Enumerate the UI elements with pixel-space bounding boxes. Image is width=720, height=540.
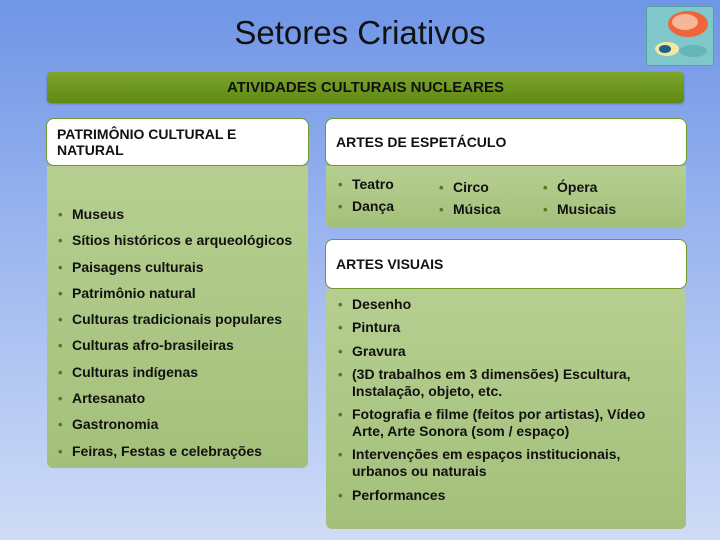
heritage-header — [46, 118, 309, 166]
list-item: • Dança — [336, 198, 394, 215]
list-item: • Circo — [437, 179, 500, 196]
visual-arts-list — [336, 296, 672, 504]
list-item: • Desenho — [336, 296, 672, 313]
performing-col-3 — [541, 179, 616, 223]
list-item: • Musicais — [541, 201, 616, 218]
heritage-list — [56, 206, 308, 460]
visual-arts-panel — [326, 289, 686, 529]
list-item: • Patrimônio natural — [56, 285, 308, 302]
list-item: • Artesanato — [56, 390, 308, 407]
list-item: • (3D trabalhos em 3 dimensões) Escultura, Instalação, objeto, etc. — [336, 366, 672, 400]
list-item: • Sítios históricos e arqueológicos — [56, 232, 308, 249]
list-item: • Ópera — [541, 179, 616, 196]
page-title: Setores Criativos — [234, 14, 486, 51]
performing-col-2 — [437, 179, 500, 223]
performing-col-1 — [336, 176, 394, 220]
list-item: • Culturas afro-brasileiras — [56, 337, 308, 354]
list-item: • Performances — [336, 487, 672, 504]
list-item: • Fotografia e filme (feitos por artistas), Vídeo Arte, Arte Sonora (som / espaço) — [336, 406, 672, 440]
performing-arts-panel — [326, 166, 686, 228]
list-item: • Música — [437, 201, 500, 218]
core-cultural-activities-banner: ATIVIDADES CULTURAIS NUCLEARES — [47, 72, 684, 103]
list-item: • Culturas tradicionais populares — [56, 311, 308, 328]
list-item: • Gastronomia — [56, 416, 308, 433]
creative-sectors-logo-icon — [646, 6, 714, 66]
list-item: • Feiras, Festas e celebrações — [56, 443, 308, 460]
list-item: • Culturas indígenas — [56, 364, 308, 381]
performing-arts-header-label: ARTES DE ESPETÁCULO — [336, 134, 507, 150]
list-item: • Museus — [56, 206, 308, 223]
list-item: • Paisagens culturais — [56, 259, 308, 276]
heritage-panel — [47, 166, 308, 468]
list-item: • Pintura — [336, 319, 672, 336]
visual-arts-header — [325, 239, 687, 289]
performing-arts-header — [325, 118, 687, 166]
visual-arts-header-label: ARTES VISUAIS — [336, 256, 444, 272]
heritage-header-label: PATRIMÔNIO CULTURAL E NATURAL — [57, 126, 237, 158]
list-item: • Gravura — [336, 343, 672, 360]
list-item: • Intervenções em espaços institucionais, urbanos ou naturais — [336, 446, 672, 480]
list-item: • Teatro — [336, 176, 394, 193]
